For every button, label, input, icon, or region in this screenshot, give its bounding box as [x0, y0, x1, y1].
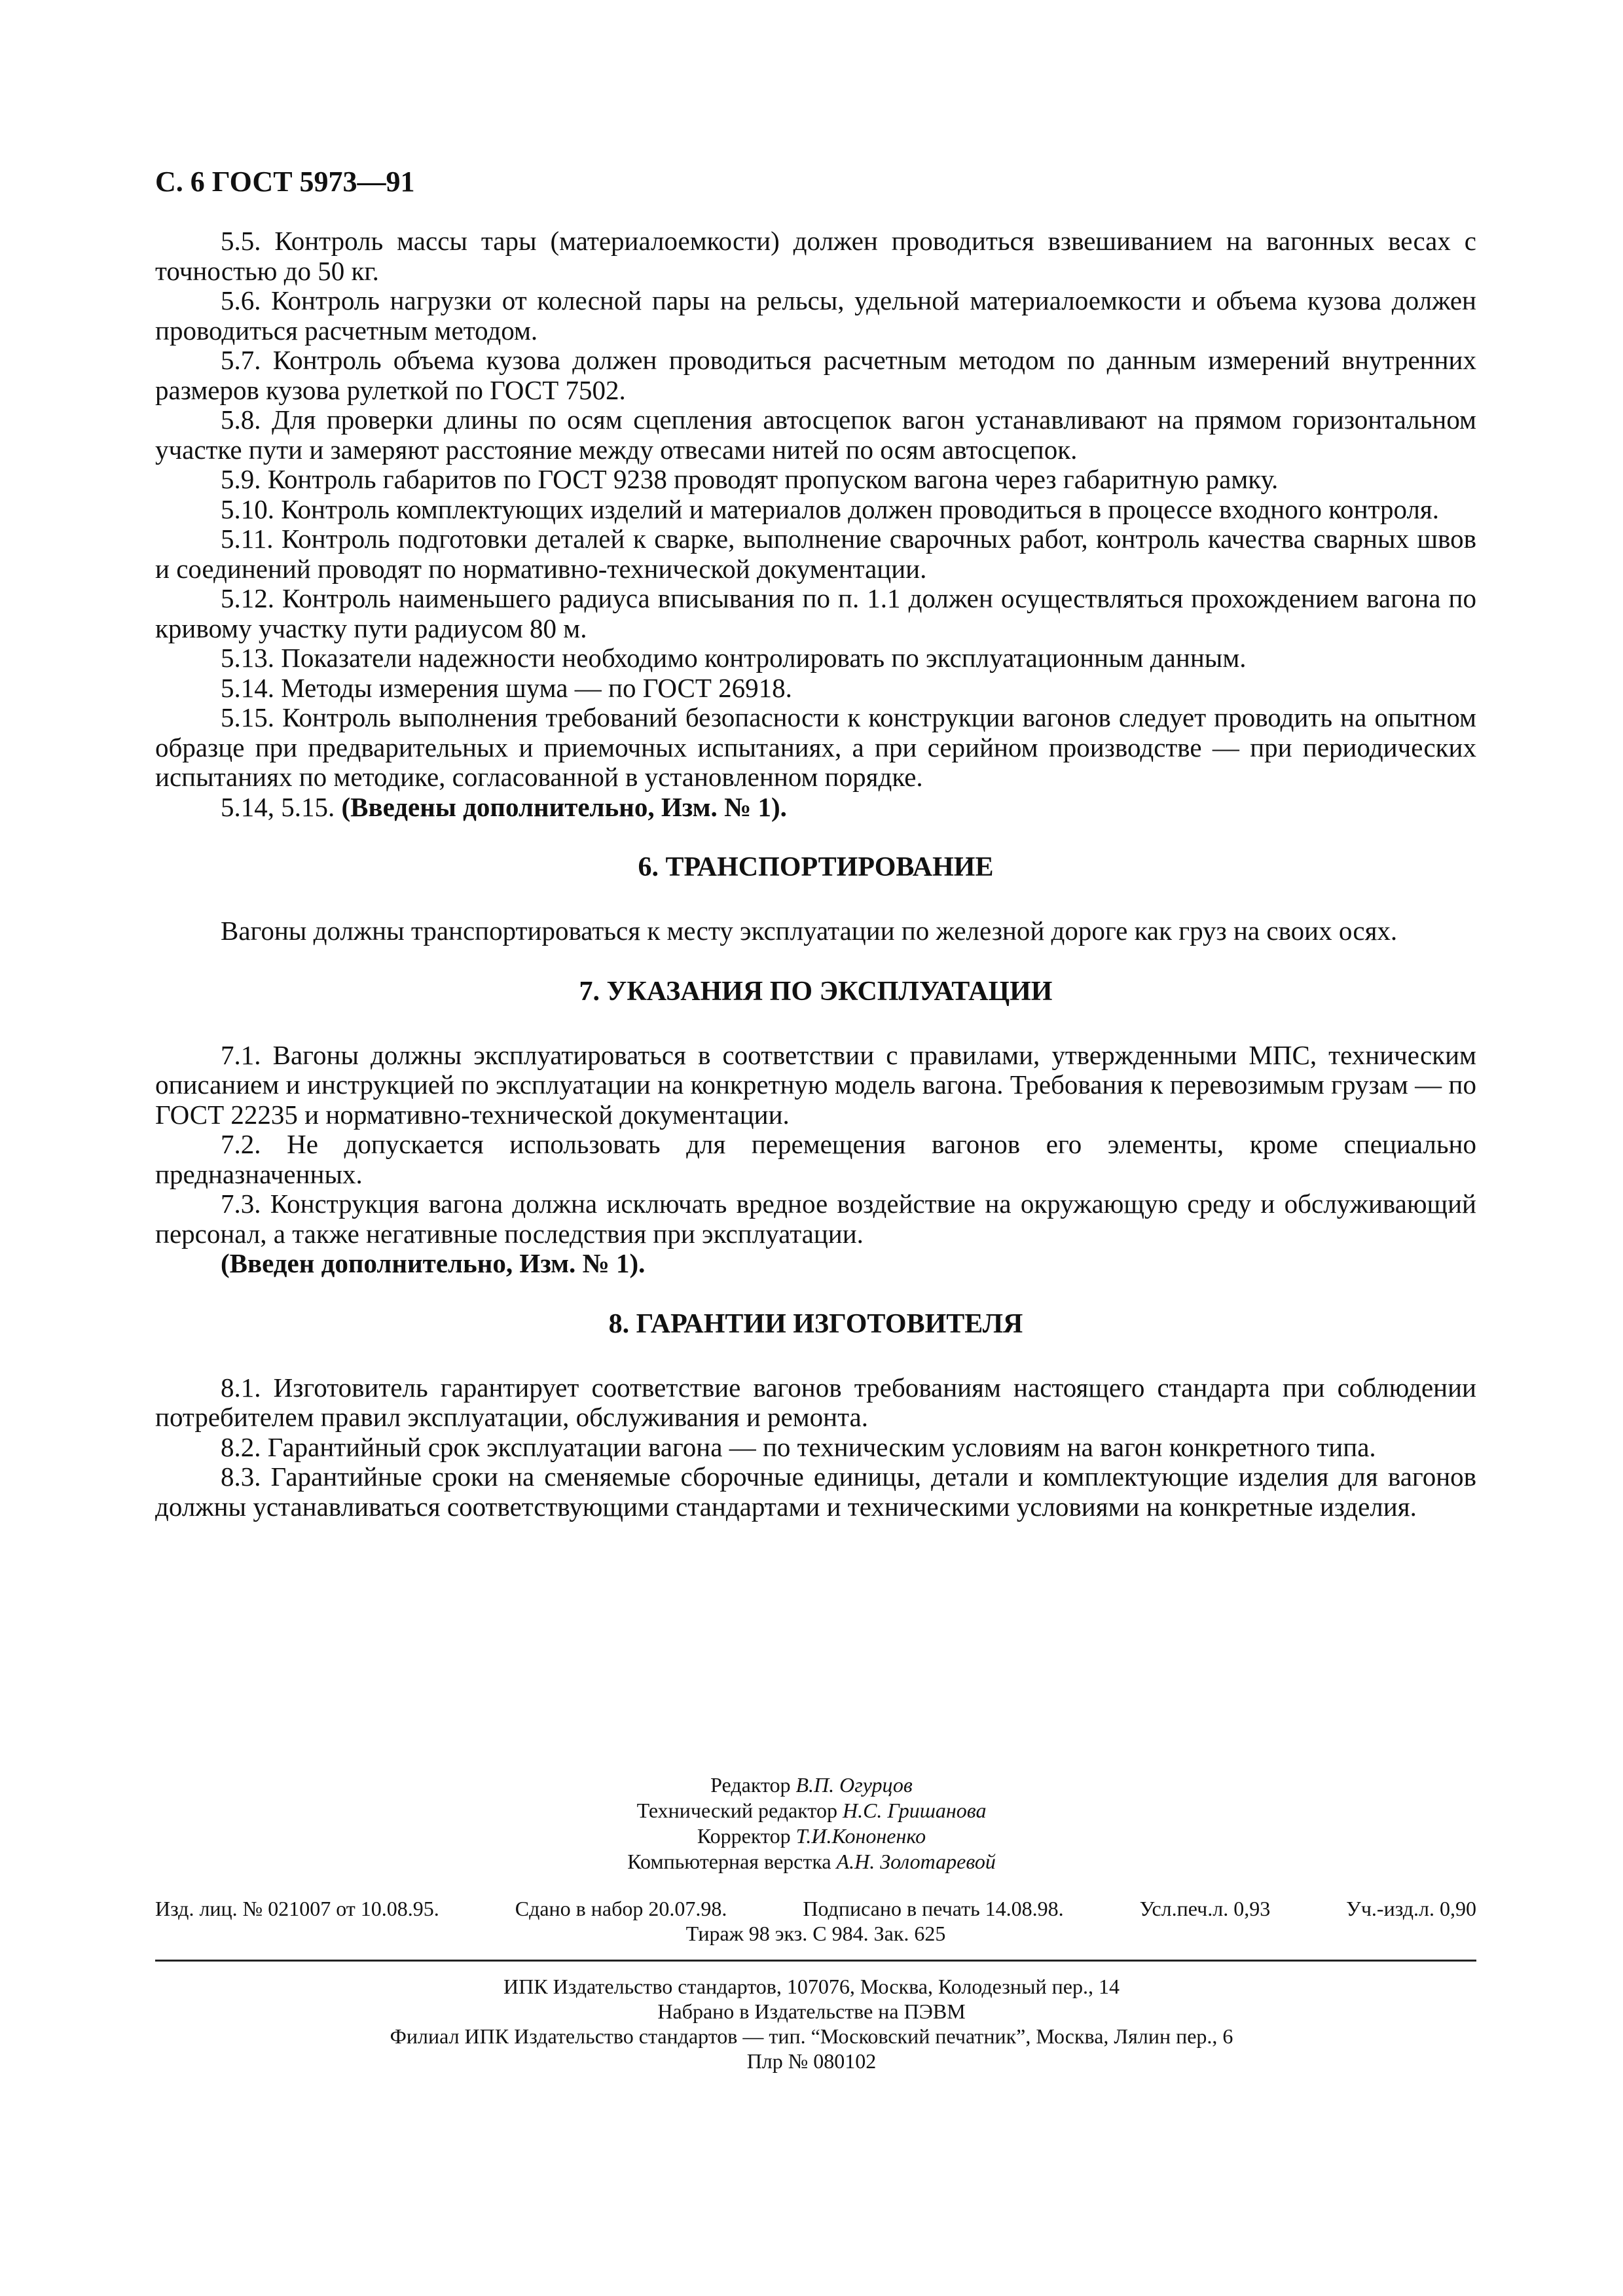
paragraph-5-12: 5.12. Контроль наименьшего радиуса вписывания по п. 1.1 должен осуществляться прохождением вагона по кривому участку пути радиусом 80 м. — [155, 583, 1476, 643]
publisher-info — [0, 1974, 1623, 2073]
paragraph-5-14: 5.14. Методы измерения шума — по ГОСТ 26918. — [221, 672, 792, 703]
paragraph-8-2: 8.2. Гарантийный срок эксплуатации вагона — по техническим условиям на вагон конкретного типа. — [221, 1431, 1376, 1462]
paragraph-6: Вагоны должны транспортироваться к месту эксплуатации по железной дороге как груз на своих осях. — [221, 916, 1398, 946]
paragraph-7-1: 7.1. Вагоны должны эксплуатироваться в соответствии с правилами, утвержденными МПС, техническим описанием и инструкцией по эксплуатации на конкретную модель вагона. Требования к перевозимым грузам — по ГОСТ 22235 и нормативно-технической документации. — [155, 1039, 1476, 1130]
paragraph-8-3: 8.3. Гарантийные сроки на сменяемые сборочные единицы, детали и комплектующие изделия для вагонов должны устанавливаться соответствующими стандартами и техническими условиями на конкретные изделия. — [155, 1462, 1476, 1522]
paragraph-5-11: 5.11. Контроль подготовки деталей к сварке, выполнение сварочных работ, контроль качества сварных швов и соединений проводят по нормативно-технической документации. — [155, 524, 1476, 584]
paragraph-5-8: 5.8. Для проверки длины по осям сцепления автосцепок вагон устанавливают на прямом горизонтальном участке пути и замеряют расстояние между отвесами нитей по осям автосцепок. — [155, 404, 1476, 465]
credit-name: Т.И.Кононенко — [795, 1824, 926, 1848]
credit-proofreader — [0, 1823, 1623, 1849]
editorial-credits — [0, 1772, 1623, 1874]
credit-name: В.П. Огурцов — [795, 1773, 913, 1797]
amendment-note-5-prefix: 5.14, 5.15. — [221, 791, 335, 822]
publisher-line-4: Плр № 080102 — [746, 2049, 877, 2073]
paragraph-5-15: 5.15. Контроль выполнения требований безопасности к конструкции вагонов следует проводить на опытном образце при предварительных и приемочных испытаниях, а при серийном производстве — при периодических испытаниях по методике, согласованной в установленном порядке. — [155, 702, 1476, 792]
section-8-title: 8. ГАРАНТИИ ИЗГОТОВИТЕЛЯ — [608, 1308, 1023, 1339]
credit-editor — [0, 1772, 1623, 1798]
publisher-line-1: ИПК Издательство стандартов, 107076, Москва, Колодезный пер., 14 — [503, 1975, 1120, 1998]
amendment-note-7: (Введен дополнительно, Изм. № 1). — [221, 1248, 646, 1278]
imprint-row-1 — [155, 1896, 1476, 1921]
credit-layout — [0, 1849, 1623, 1874]
imprint-publ-sheets: Уч.-изд.л. 0,90 — [1346, 1897, 1476, 1920]
credit-role: Редактор — [710, 1773, 791, 1797]
credit-name: Н.С. Гришанова — [842, 1799, 987, 1822]
page-header: С. 6 ГОСТ 5973—91 — [155, 166, 415, 198]
print-imprint — [155, 1896, 1476, 1946]
publisher-line-2: Набрано в Издательстве на ПЭВМ — [657, 2000, 966, 2023]
credit-name: А.Н. Золотаревой — [836, 1850, 996, 1873]
paragraph-5-9: 5.9. Контроль габаритов по ГОСТ 9238 проводят пропуском вагона через габаритную рамку. — [221, 464, 1279, 494]
paragraph-5-7: 5.7. Контроль объема кузова должен проводиться расчетным методом по данным измерений внутренних размеров кузова рулеткой по ГОСТ 7502. — [155, 345, 1476, 405]
publisher-line-3: Филиал ИПК Издательство стандартов — тип. “Московский печатник”, Москва, Лялин пер., 6 — [390, 2024, 1233, 2048]
main-content — [155, 164, 1476, 1522]
section-6-title: 6. ТРАНСПОРТИРОВАНИЕ — [638, 852, 994, 882]
imprint-run: Тираж 98 экз. С 984. Зак. 625 — [685, 1922, 946, 1945]
amendment-note-5 — [155, 793, 1476, 823]
imprint-license: Изд. лиц. № 021007 от 10.08.95. — [155, 1897, 439, 1920]
section-7-title: 7. УКАЗАНИЯ ПО ЭКСПЛУАТАЦИИ — [579, 976, 1053, 1007]
imprint-signed: Подписано в печать 14.08.98. — [803, 1897, 1064, 1920]
divider-line — [155, 1960, 1476, 1962]
credit-role: Технический редактор — [636, 1799, 837, 1822]
credit-role: Корректор — [697, 1824, 791, 1848]
credit-role: Компьютерная верстка — [627, 1850, 831, 1873]
paragraph-7-2: 7.2. Не допускается использовать для перемещения вагонов его элементы, кроме специально предназначенных. — [155, 1129, 1476, 1189]
paragraph-5-6: 5.6. Контроль нагрузки от колесной пары на рельсы, удельной материалоемкости и объема кузова должен проводиться расчетным методом. — [155, 285, 1476, 346]
imprint-sent: Сдано в набор 20.07.98. — [515, 1897, 727, 1920]
paragraph-5-5: 5.5. Контроль массы тары (материалоемкости) должен проводиться взвешиванием на вагонных весах с точностью до 50 кг. — [155, 226, 1476, 286]
credit-tech-editor — [0, 1798, 1623, 1823]
paragraph-5-10: 5.10. Контроль комплектующих изделий и материалов должен проводиться в процессе входного контроля. — [221, 493, 1440, 524]
amendment-note-5-text: (Введены дополнительно, Изм. № 1). — [341, 791, 787, 822]
imprint-print-sheets: Усл.печ.л. 0,93 — [1139, 1897, 1271, 1920]
paragraph-8-1: 8.1. Изготовитель гарантирует соответствие вагонов требованиям настоящего стандарта при соблюдении потребителем правил эксплуатации, обслуживания и ремонта. — [155, 1372, 1476, 1432]
paragraph-7-3: 7.3. Конструкция вагона должна исключать вредное воздействие на окружающую среду и обслуживающий персонал, а также негативные последствия при эксплуатации. — [155, 1189, 1476, 1249]
paragraph-5-13: 5.13. Показатели надежности необходимо контролировать по эксплуатационным данным. — [221, 643, 1247, 673]
section-5-body — [155, 226, 1476, 822]
